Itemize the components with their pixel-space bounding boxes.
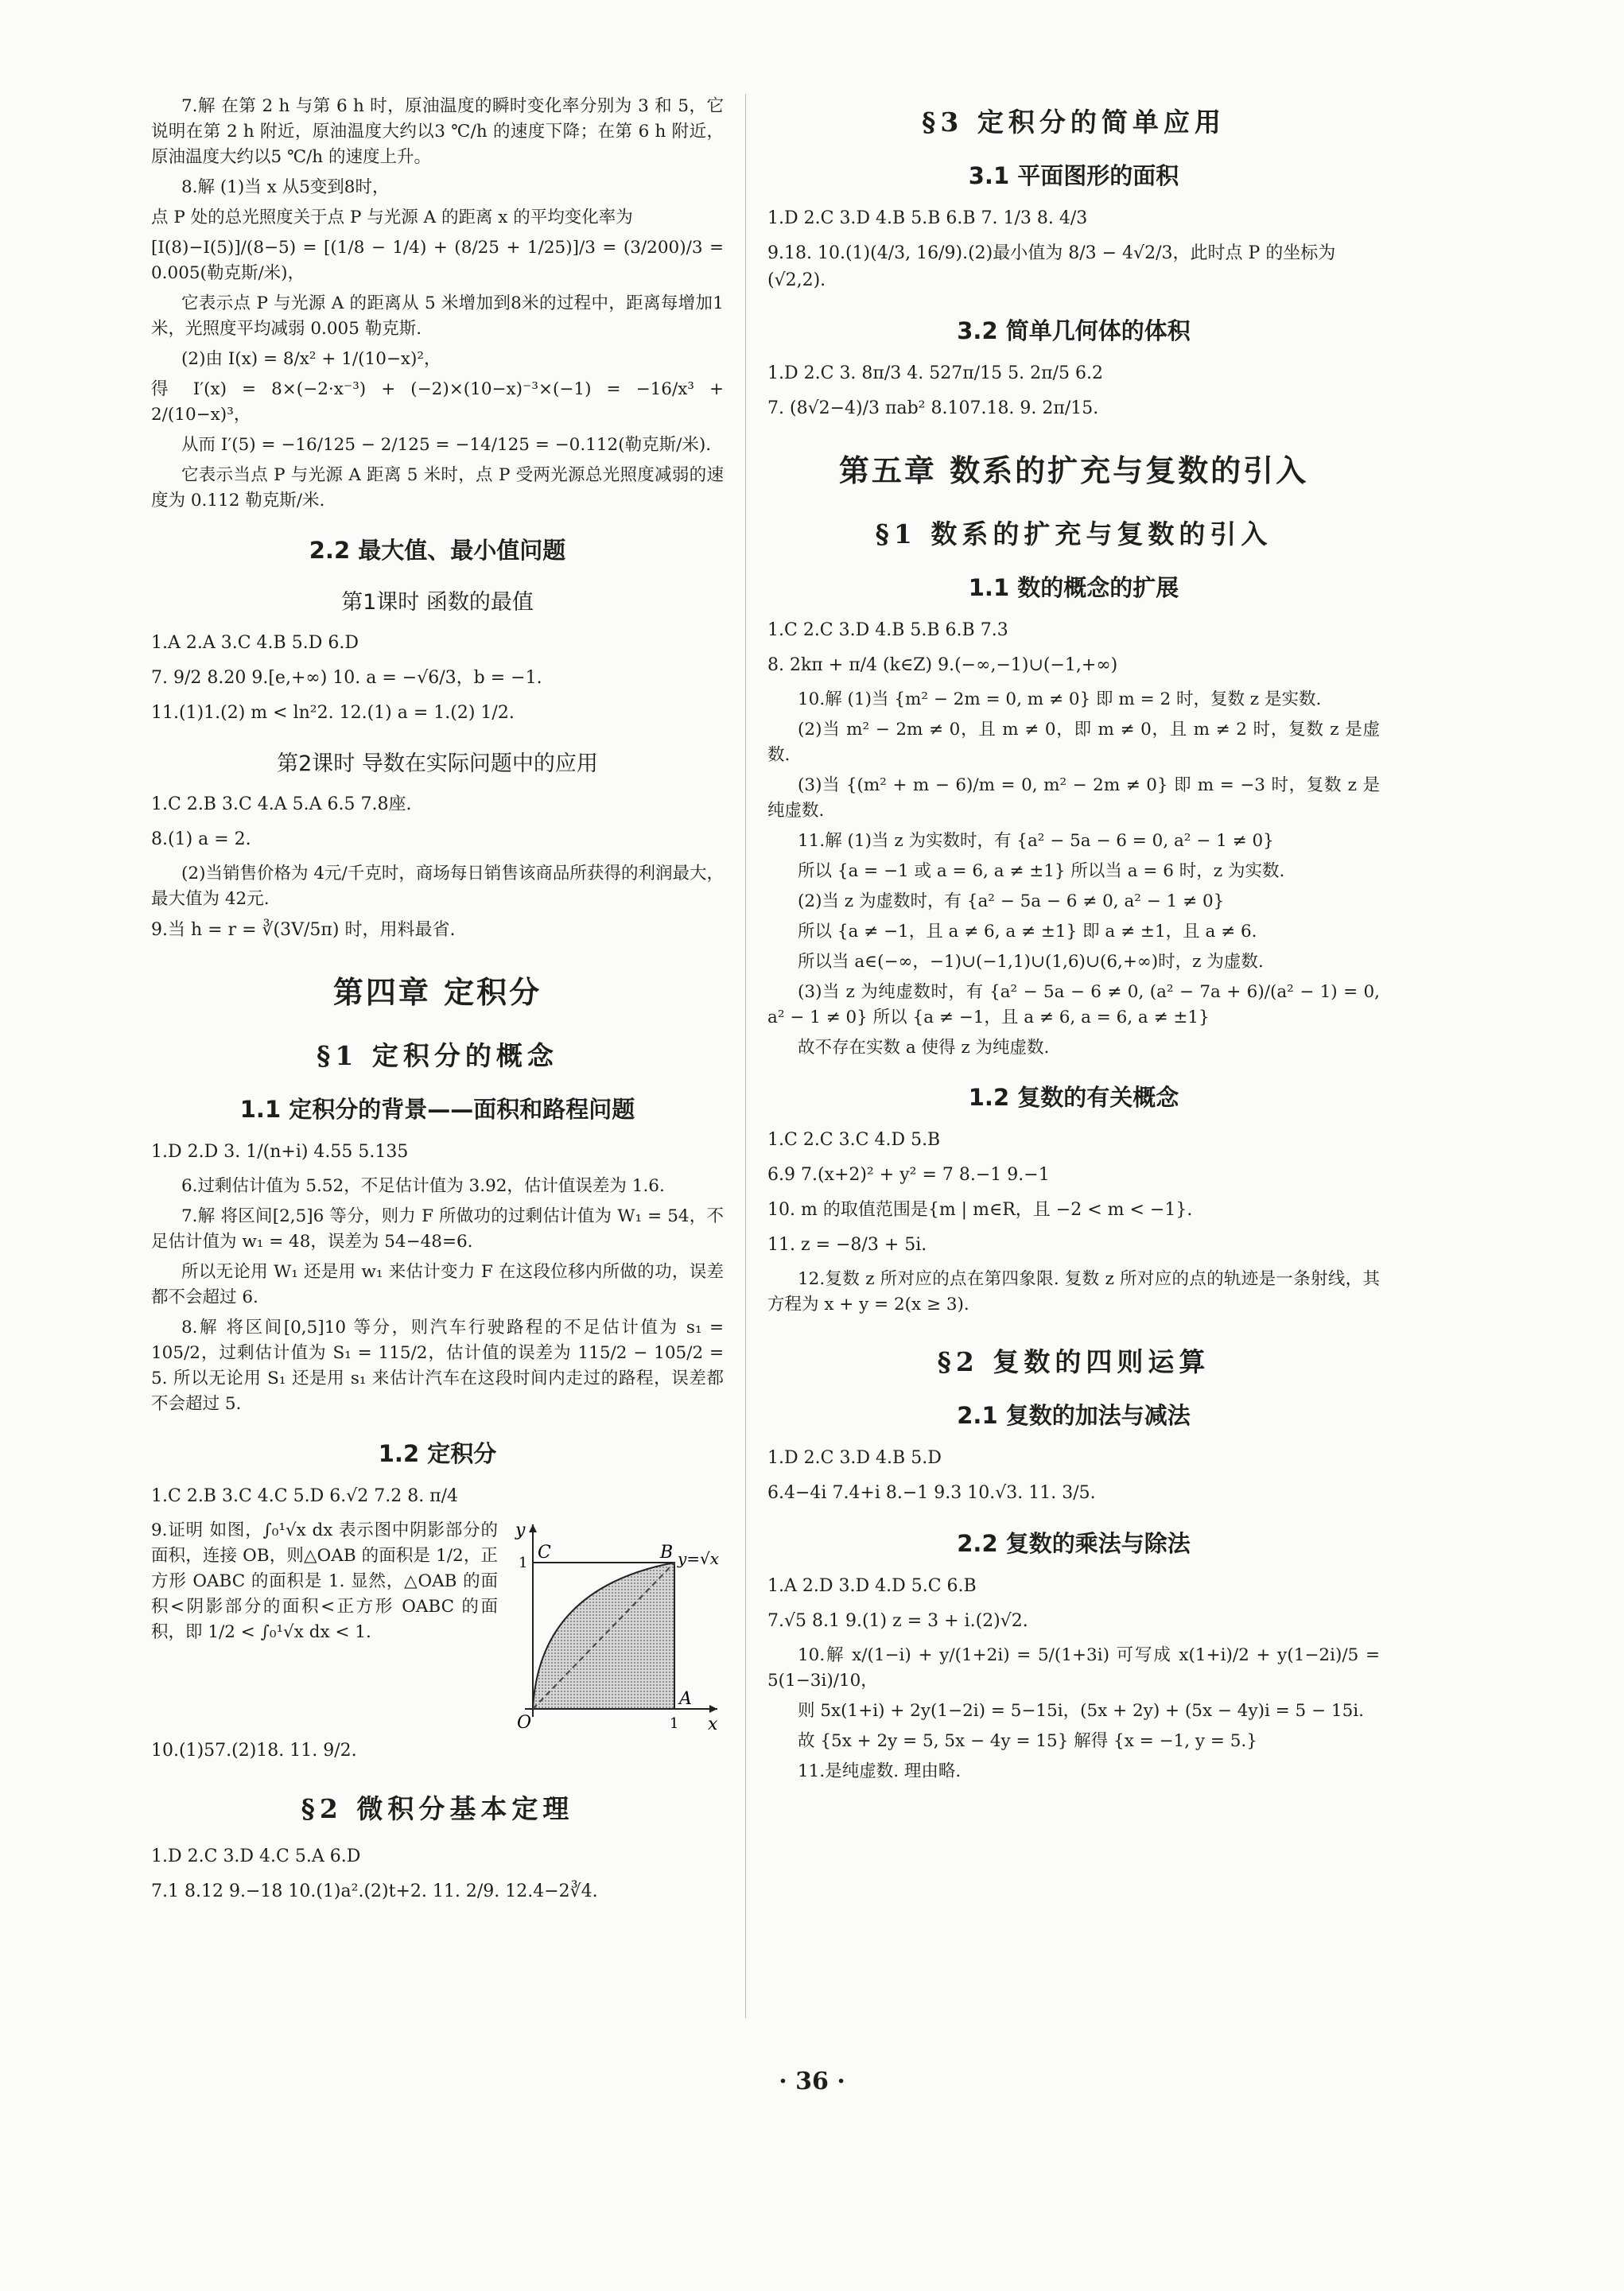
label-a: A: [679, 1689, 692, 1709]
right-column: [767, 94, 1380, 1789]
c4-12-answers-1: 1.C 2.B 3.C 4.C 5.D 6.√2 7.2 8. π/4: [151, 1486, 459, 1506]
r11-answer-10c: (3)当 {(m² + m − 6)/m = 0, m² − 2m ≠ 0} 即 m = −3 时，复数 z 是纯虚数.: [767, 775, 1380, 821]
r31-answers-9: 9.18. 10.(1)(4/3, 16/9).(2)最小值为 8/3 − 4√2/3，此时点 P 的坐标为(√2,2).: [767, 243, 1336, 290]
c4-answer-7: 7.解 将区间[2,5]6 等分，则力 F 所做功的过剩估计值为 W₁ = 54，不足估计值为 w₁ = 48，误差为 54−48=6.: [151, 1206, 724, 1252]
r22-answers-1: 1.A 2.D 3.D 4.D 5.C 6.B: [767, 1576, 977, 1596]
r22-answers-2: 7.√5 8.1 9.(1) z = 3 + i.(2)√2.: [767, 1611, 1028, 1631]
r12-answers-2: 6.9 7.(x+2)² + y² = 7 8.−1 9.−1: [767, 1165, 1050, 1185]
answer-8-formula: [I(8)−I(5)]/(8−5) = [(1/8 − 1/4) + (8/25 + 1/25)]/3 = (3/200)/3 = 0.005(勒克斯/米)，: [151, 238, 724, 283]
section-1-1-title: 1.1 定积分的背景——面积和路程问题: [239, 1096, 635, 1123]
answer-7: 7.解 在第 2 h 与第 6 h 时，原油温度的瞬时变化率分别为 3 和 5，它说明在第 2 h 附近，原油温度大约以3 ℃/h 的速度下降；在第 6 h 附近，原油温度大约以5 ℃/h 的速度上升。: [151, 96, 724, 167]
answer-8-2-value: 从而 I′(5) = −16/125 − 2/125 = −14/125 = −0.112(勒克斯/米).: [181, 435, 712, 455]
chapter-5-title: 第五章 数系的扩充与复数的引入: [838, 453, 1309, 488]
section-3-2-title: 3.2 简单几何体的体积: [957, 317, 1191, 344]
r-section-2-1-title: 2.1 复数的加法与减法: [957, 1402, 1191, 1429]
r11-answer-11c: (2)当 z 为虚数时，有 {a² − 5a − 6 ≠ 0, a² − 1 ≠ 0}: [798, 891, 1225, 911]
r-section-2-title: §2 复数的四则运算: [937, 1346, 1210, 1377]
r21-answers-1: 1.D 2.C 3.D 4.B 5.D: [767, 1448, 942, 1468]
r22-answer-10a: 10.解 x/(1−i) + y/(1+2i) = 5/(1+3i) 可写成 x(1+i)/2 + y(1−2i)/5 = 5(1−3i)/10，: [767, 1645, 1380, 1691]
r11-answers-1: 1.C 2.C 3.D 4.B 5.B 6.B 7.3: [767, 620, 1008, 640]
r22-answer-10c: 故 {5x + 2y = 5, 5x − 4y = 15} 解得 {x = −1, y = 5.}: [798, 1731, 1257, 1751]
r12-answers-3: 10. m 的取值范围是{m | m∈R，且 −2 < m < −1}.: [767, 1200, 1193, 1220]
lesson-1-answers-1: 1.A 2.A 3.C 4.B 5.D 6.D: [151, 633, 359, 653]
r11-answer-11d: 所以 {a ≠ −1，且 a ≠ 6, a ≠ ±1} 即 a ≠ ±1，且 a ≠ 6.: [798, 922, 1257, 942]
page-number: · 36 ·: [779, 2068, 845, 2095]
r32-answers-2: 7. (8√2−4)/3 πab² 8.107.18. 9. 2π/15.: [767, 398, 1099, 418]
lesson-2-answers-1: 1.C 2.B 3.C 4.A 5.A 6.5 7.8座.: [151, 794, 412, 814]
left-column: [151, 94, 724, 1913]
r-section-1-2-title: 1.2 复数的有关概念: [968, 1084, 1179, 1111]
r11-answer-11f: (3)当 z 为纯虚数时，有 {a² − 5a − 6 ≠ 0, (a² − 7a + 6)/(a² − 1) = 0, a² − 1 ≠ 0} 所以 {a ≠ −1，且 a ≠ 6, a = 6, a ≠ ±1}: [767, 982, 1380, 1027]
integral-figure: [509, 1518, 724, 1733]
column-divider: [745, 94, 746, 2018]
c4-2-answers-1: 1.D 2.C 3.D 4.C 5.A 6.D: [151, 1846, 361, 1866]
r11-answers-2: 8. 2kπ + π/4 (k∈Z) 9.(−∞,−1)∪(−1,+∞): [767, 655, 1118, 675]
x-axis-arrow: [709, 1705, 717, 1713]
lesson-1-title: 第1课时 函数的最值: [341, 590, 534, 615]
lesson-2-answers-4: 9.当 h = r = ∛(3V/5π) 时，用料最省.: [151, 920, 456, 940]
c4-12-answer-9: 9.证明 如图，∫₀¹√x dx 表示图中阴影部分的面积，连接 OB，则△OAB 的面积是 1/2，正方形 OABC 的面积是 1. 显然，△OAB 的面积<阴影部分的面积<正方形 OABC 的面积，即 1/2 < ∫₀¹√x dx < 1.: [151, 1520, 498, 1642]
section-1-2-title: 1.2 定积分: [378, 1440, 497, 1467]
label-b: B: [660, 1543, 674, 1563]
c4-answer-7b: 所以无论用 W₁ 还是用 w₁ 来估计变力 F 在这段位移内所做的功，误差都不会超过 6.: [151, 1262, 724, 1307]
r-section-2-2-title: 2.2 复数的乘法与除法: [957, 1530, 1191, 1557]
r-section-1-title: §1 数系的扩充与复数的引入: [875, 518, 1272, 549]
r21-answers-2: 6.4−4i 7.4+i 8.−1 9.3 10.√3. 11. 3/5.: [767, 1483, 1096, 1503]
answer-8-2-meaning: 它表示当点 P 与光源 A 距离 5 米时，点 P 受两光源总光照度减弱的速度为 0.112 勒克斯/米.: [151, 465, 724, 511]
label-curve: y=√x: [678, 1549, 720, 1568]
answer-8-meaning: 它表示点 P 与光源 A 的距离从 5 米增加到8米的过程中，距离每增加1米，光照度平均减弱 0.005 勒克斯.: [151, 293, 724, 339]
answer-8-2-derivative: 得 I′(x) = 8×(−2·x⁻³) + (−2)×(10−x)⁻³×(−1) = −16/x³ + 2/(10−x)³，: [151, 379, 724, 425]
c4-12-answer-10: 10.(1)57.(2)18. 11. 9/2.: [151, 1741, 357, 1761]
c4-2-answers-2: 7.1 8.12 9.−18 10.(1)a².(2)t+2. 11. 2/9. 12.4−2∛4.: [151, 1881, 598, 1901]
answer-8-head: 8.解 (1)当 x 从5变到8时，: [181, 177, 390, 197]
label-y: y: [515, 1520, 526, 1540]
section-3-title: §3 定积分的简单应用: [922, 107, 1226, 138]
r12-answers-1: 1.C 2.C 3.C 4.D 5.B: [767, 1130, 941, 1150]
r12-answers-4: 11. z = −8/3 + 5i.: [767, 1235, 927, 1255]
label-one-x: 1: [670, 1715, 679, 1732]
label-one-y: 1: [519, 1555, 528, 1571]
c4-answer-8: 8.解 将区间[0,5]10 等分，则汽车行驶路程的不足估计值为 s₁ = 105/2，过剩估计值为 S₁ = 115/2，估计值的误差为 115/2 − 105/2 = 5. 所以无论用 S₁ 还是用 s₁ 来估计汽车在这段时间内走过的路程，误差都不会超过 5.: [151, 1318, 724, 1414]
y-axis-arrow: [529, 1524, 537, 1532]
section-3-1-title: 3.1 平面图形的面积: [968, 162, 1179, 189]
r32-answers-1: 1.D 2.C 3. 8π/3 4. 527π/15 5. 2π/5 6.2: [767, 363, 1103, 383]
c4-answers-1: 1.D 2.D 3. 1/(n+i) 4.55 5.135: [151, 1142, 409, 1162]
r22-answer-10b: 则 5x(1+i) + 2y(1−2i) = 5−15i，(5x + 2y) + (5x − 4y)i = 5 − 15i.: [798, 1701, 1364, 1721]
r11-answer-11a: 11.解 (1)当 z 为实数时，有 {a² − 5a − 6 = 0, a² − 1 ≠ 0}: [798, 831, 1274, 851]
r12-answers-5: 12.复数 z 所对应的点在第四象限. 复数 z 所对应的点的轨迹是一条射线，其方程为 x + y = 2(x ≥ 3).: [767, 1269, 1380, 1314]
r11-answer-11g: 故不存在实数 a 使得 z 为纯虚数.: [798, 1038, 1050, 1058]
proof-with-figure: [151, 1518, 724, 1733]
lesson-2-title: 第2课时 导数在实际问题中的应用: [277, 751, 598, 776]
section-1-title: §1 定积分的概念: [317, 1040, 558, 1071]
c4-answer-6: 6.过剩估计值为 5.52，不足估计值为 3.92，估计值误差为 1.6.: [181, 1176, 665, 1196]
label-o: O: [517, 1713, 532, 1733]
label-x: x: [708, 1714, 718, 1733]
section-2-title: §2 微积分基本定理: [301, 1793, 574, 1824]
r11-answer-10b: (2)当 m² − 2m ≠ 0，且 m ≠ 0，即 m ≠ 0，且 m ≠ 2 时，复数 z 是虚数.: [767, 720, 1380, 765]
r11-answer-11b: 所以 {a = −1 或 a = 6, a ≠ ±1} 所以当 a = 6 时，z 为实数.: [798, 861, 1285, 881]
r-section-1-1-title: 1.1 数的概念的扩展: [968, 574, 1179, 601]
lesson-1-answers-2: 7. 9/2 8.20 9.[e,+∞) 10. a = −√6/3，b = −1.: [151, 668, 542, 688]
chapter-4-title: 第四章 定积分: [332, 975, 542, 1010]
lesson-2-answers-3: (2)当销售价格为 4元/千克时，商场每日销售该商品所获得的利润最大，最大值为 42元.: [151, 864, 724, 909]
r22-answer-11: 11.是纯虚数. 理由略.: [798, 1761, 962, 1781]
section-2-2-title: 2.2 最大值、最小值问题: [309, 537, 566, 564]
answer-8-2-head: (2)由 I(x) = 8/x² + 1/(10−x)²，: [181, 349, 441, 369]
lesson-1-answers-3: 11.(1)1.(2) m < ln²2. 12.(1) a = 1.(2) 1/2.: [151, 703, 515, 723]
label-c: C: [538, 1543, 551, 1563]
lesson-2-answers-2: 8.(1) a = 2.: [151, 829, 251, 849]
r11-answer-10a: 10.解 (1)当 {m² − 2m = 0, m ≠ 0} 即 m = 2 时，复数 z 是实数.: [798, 689, 1322, 709]
r31-answers-1: 1.D 2.C 3.D 4.B 5.B 6.B 7. 1/3 8. 4/3: [767, 208, 1088, 228]
answer-8-line: 点 P 处的总光照度关于点 P 与光源 A 的距离 x 的平均变化率为: [151, 208, 633, 227]
r11-answer-11e: 所以当 a∈(−∞，−1)∪(−1,1)∪(1,6)∪(6,+∞)时，z 为虚数.: [798, 952, 1264, 972]
